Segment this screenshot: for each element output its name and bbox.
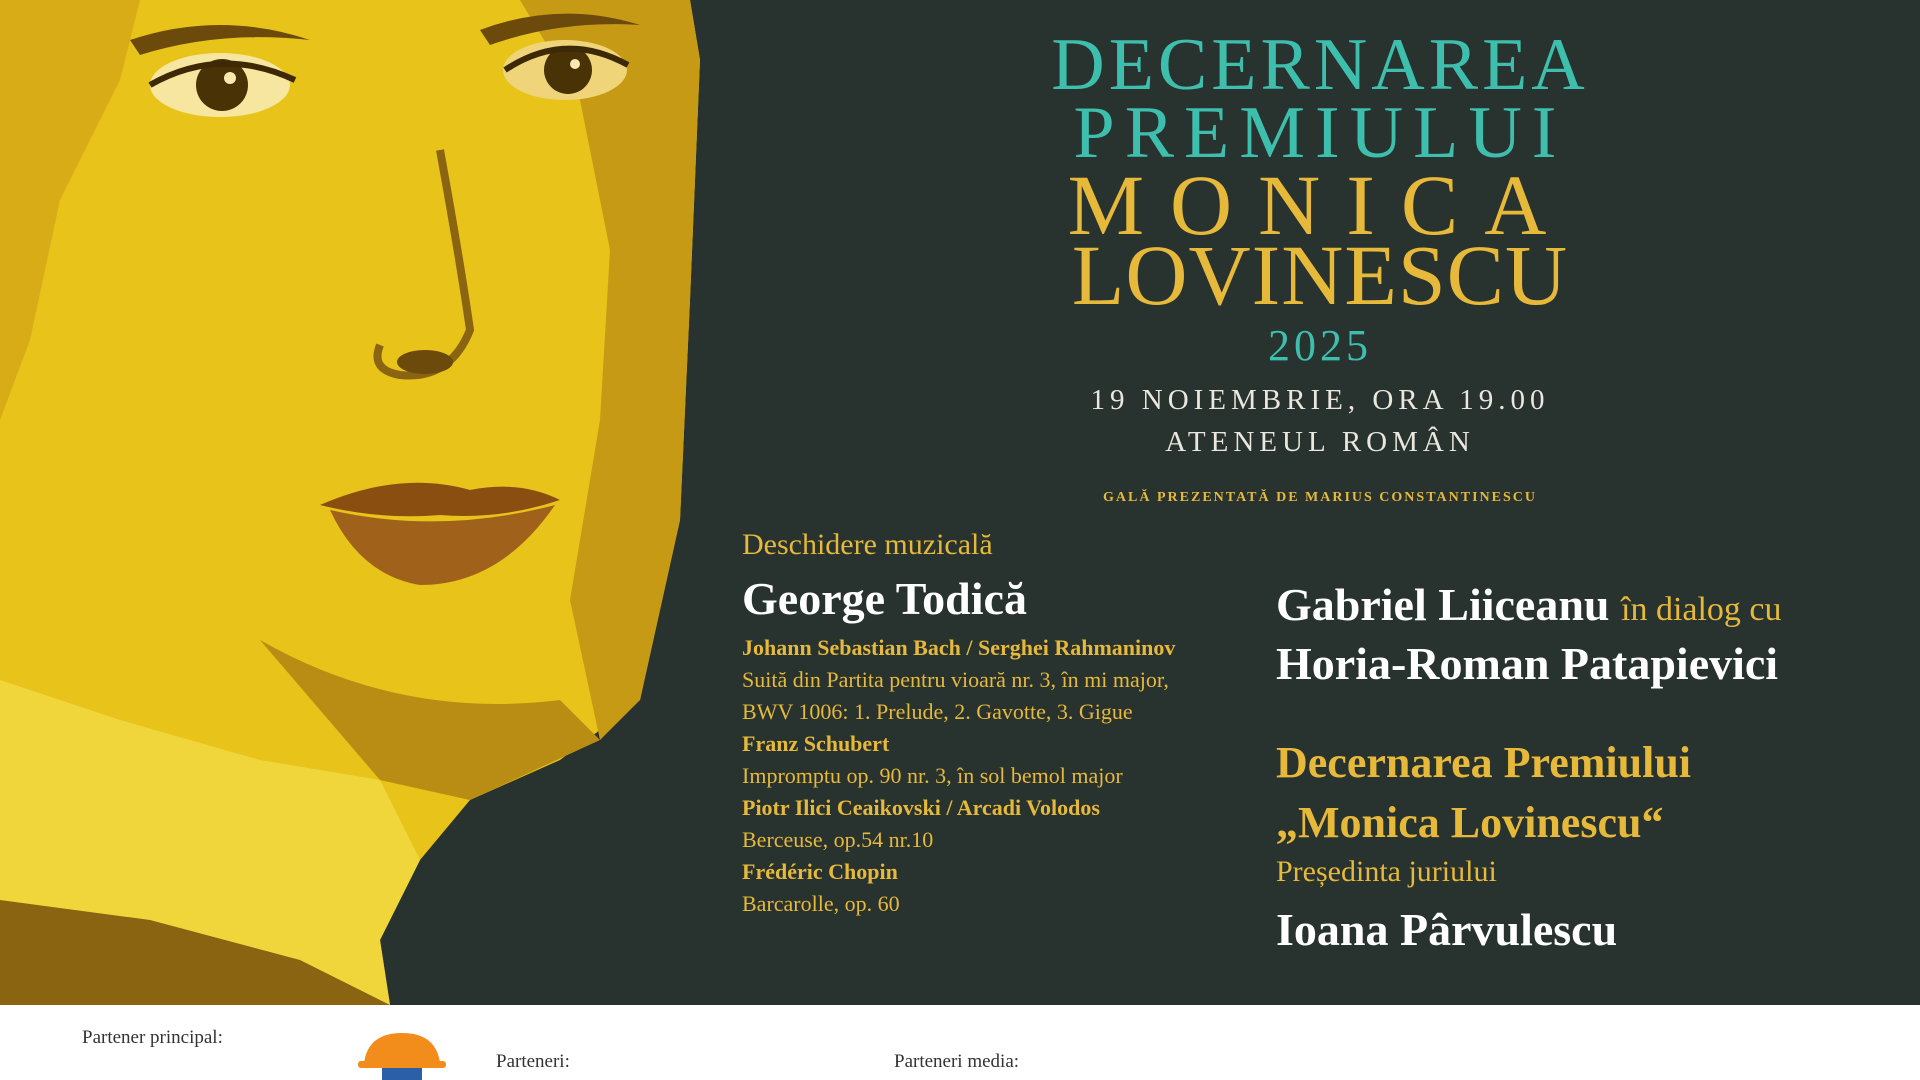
main-partner-label: Partener principal:	[82, 1027, 223, 1048]
media-partners-label: Parteneri media:	[894, 1051, 1020, 1072]
speaker-2: Horia-Roman Patapievici	[1276, 638, 1779, 689]
gala-details	[1276, 578, 1876, 956]
portrait-illustration	[0, 0, 700, 1005]
title-line-2: PREMIULUI	[1073, 92, 1567, 174]
event-host: GALĂ PREZENTATĂ DE MARIUS CONSTANTINESCU	[1103, 490, 1537, 505]
work-title: Impromptu op. 90 nr. 3, în sol bemol major	[742, 763, 1123, 788]
speaker-1: Gabriel Liiceanu	[1276, 579, 1610, 630]
partners-label: Parteneri:	[496, 1051, 570, 1072]
dialog-line-1	[1276, 578, 1876, 637]
opening-label: Deschidere muzicală	[742, 528, 993, 561]
partner-logo-icon	[354, 1027, 450, 1080]
award-line-1: Decernarea Premiului	[1276, 738, 1692, 787]
composer: Frédéric Chopin	[742, 859, 898, 884]
jury-name: Ioana Pârvulescu	[1276, 904, 1618, 955]
event-year: 2025	[1268, 321, 1372, 370]
title-line-3: MONICA	[1067, 157, 1573, 253]
work-title: Suită din Partita pentru vioară nr. 3, în mi major,	[742, 667, 1169, 692]
composer: Franz Schubert	[742, 731, 890, 756]
event-date: 19 NOIEMBRIE, ORA 19.00	[1090, 384, 1550, 416]
work-title: Barcarolle, op. 60	[742, 891, 900, 916]
award-line-2: „Monica Lovinescu“	[1276, 798, 1664, 847]
jury-label: Președinta juriului	[1276, 855, 1497, 888]
title-line-1: DECERNAREA	[1051, 24, 1589, 106]
composer: Piotr Ilici Ceaikovski / Arcadi Volodos	[742, 795, 1100, 820]
music-program	[742, 528, 1262, 920]
event-venue: ATENEUL ROMÂN	[1165, 426, 1475, 458]
partners-strip	[0, 1005, 1920, 1080]
work-title: BWV 1006: 1. Prelude, 2. Gavotte, 3. Gigue	[742, 699, 1133, 724]
performer-name: George Todică	[742, 573, 1027, 624]
composer: Johann Sebastian Bach / Serghei Rahmaninov	[742, 635, 1176, 660]
portrait-image	[0, 0, 700, 1005]
work-title: Berceuse, op.54 nr.10	[742, 827, 934, 852]
title-line-4: LOVINESCU	[1071, 227, 1569, 323]
dialog-connector: în dialog cu	[1621, 591, 1782, 628]
award-block	[1276, 733, 1876, 956]
